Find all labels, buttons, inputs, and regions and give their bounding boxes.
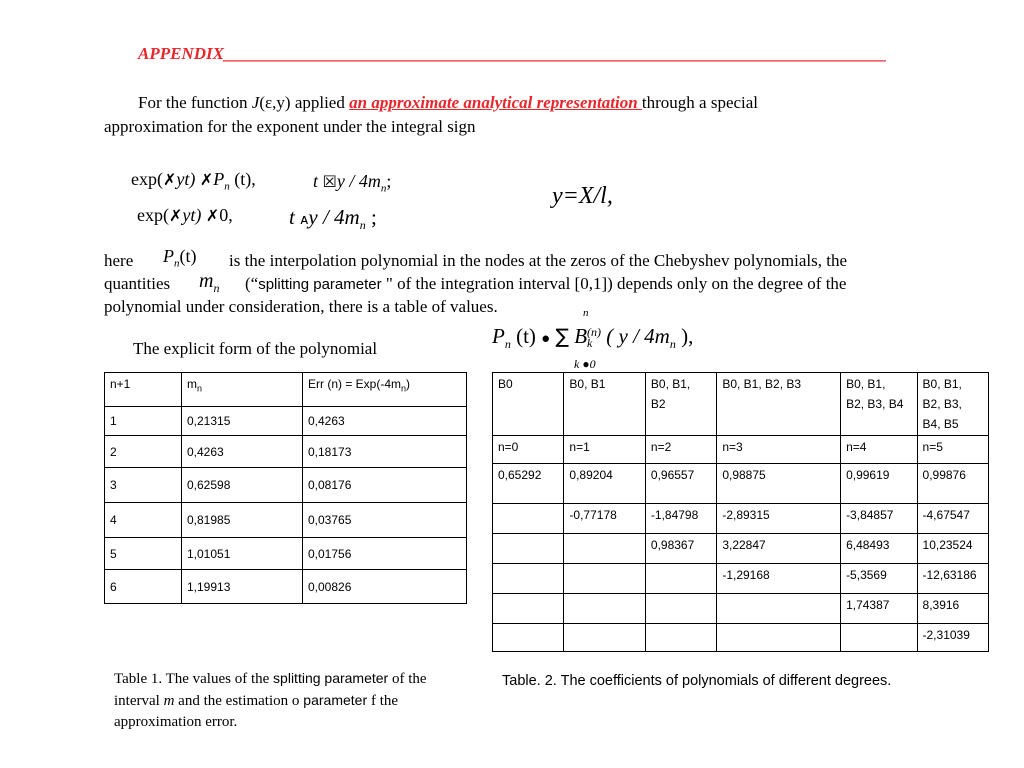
formula-text: exp( — [137, 205, 169, 225]
table-cell: n=5 — [917, 436, 988, 464]
formula-sub: n — [213, 281, 220, 295]
cell-line: B2, B3, — [922, 397, 962, 411]
table-row — [493, 534, 989, 564]
sum-lower-limit: k ●0 — [574, 357, 596, 371]
table-header-row — [105, 373, 467, 407]
table-cell: -5,3569 — [841, 564, 917, 594]
explicit-form-label: The explicit form of the polynomial — [133, 339, 378, 358]
table-header-row — [493, 436, 989, 464]
table-cell: -12,63186 — [917, 564, 988, 594]
table-row — [105, 436, 467, 468]
table-1-caption — [114, 668, 459, 733]
symbol-glyph: ✗ — [199, 170, 214, 189]
caption-term: m — [163, 693, 175, 709]
symbol-glyph: ● — [541, 331, 551, 347]
table-header-cell — [105, 373, 182, 407]
table-header-cell — [182, 373, 303, 407]
table-cell: -3,84857 — [841, 504, 917, 534]
cell-line: B4, B5 — [922, 417, 959, 431]
table-cell: 0,98875 — [717, 464, 841, 504]
here-text-2 — [245, 272, 846, 296]
table-cell — [645, 564, 716, 594]
table-cell — [493, 534, 564, 564]
formula-text: ; — [370, 205, 377, 229]
table-cell: 0,08176 — [303, 468, 467, 503]
table-cell: 1,74387 — [841, 594, 917, 624]
sum-upper-limit: n — [583, 307, 589, 319]
formula-sub: n — [224, 180, 230, 193]
header-text: Err (n) = Exp(-4m — [308, 377, 402, 391]
splitting-parameter-table — [104, 372, 467, 604]
caption-text: Table 1. The values of the — [114, 671, 274, 687]
table-row — [493, 564, 989, 594]
table-row — [105, 503, 467, 538]
formula-text: yt) — [182, 205, 202, 225]
table-cell — [493, 624, 564, 652]
table-cell: 0,89204 — [564, 464, 645, 504]
table-row — [105, 407, 467, 436]
intro-text: applied — [290, 93, 350, 112]
table-cell — [493, 564, 564, 594]
formula-sub: n — [174, 257, 180, 270]
quantities-label: quantities — [104, 274, 171, 293]
table-cell — [564, 534, 645, 564]
table-2-caption: Table. 2. The coefficients of polynomials of different degrees. — [502, 673, 892, 689]
table-cell — [645, 373, 716, 436]
table-cell: -1,29168 — [717, 564, 841, 594]
formula-text: (t) — [516, 324, 536, 348]
formula-text: t — [313, 171, 319, 191]
table-cell: -2,31039 — [917, 624, 988, 652]
table-cell: 0,99619 — [841, 464, 917, 504]
formula-text: (t), — [234, 169, 256, 189]
table-row — [493, 504, 989, 534]
table-cell — [564, 624, 645, 652]
table-cell — [564, 373, 645, 436]
header-text: m — [187, 377, 197, 391]
cell-line: B0 — [498, 377, 513, 391]
table-cell: 1,01051 — [182, 538, 303, 570]
formula-text: exp( — [131, 169, 163, 189]
table-row — [493, 624, 989, 652]
cell-line: B0, B1, — [846, 377, 886, 391]
table-header-cell — [303, 373, 467, 407]
table-cell — [564, 564, 645, 594]
table-cell: n=2 — [645, 436, 716, 464]
table-cell: 0,96557 — [645, 464, 716, 504]
formula-text: ( y / 4m — [606, 324, 670, 348]
formula-2-left — [137, 205, 233, 226]
formula-text: (t) — [179, 246, 197, 266]
appendix-heading: APPENDIX______________________________________________________________________________ — [138, 44, 887, 63]
table-cell — [841, 624, 917, 652]
function-args: (ε,y) — [259, 93, 291, 112]
mn-symbol — [199, 270, 219, 296]
table-cell: 0,03765 — [303, 503, 467, 538]
header-sub: n — [197, 383, 203, 394]
function-letter: J — [251, 93, 260, 112]
table-cell: n=3 — [717, 436, 841, 464]
formula-text: t — [289, 205, 295, 229]
intro-text: For the function — [138, 93, 252, 112]
table-cell: 5 — [105, 538, 182, 570]
paragraph-text: " of the integration interval [0,1]) depends only on the degree of the — [381, 274, 847, 293]
cell-line: B0, B1, — [922, 377, 962, 391]
table-cell: 0,21315 — [182, 407, 303, 436]
table-cell — [493, 594, 564, 624]
formula-2-right — [289, 205, 377, 233]
cell-line: B0, B1, B2, B3 — [722, 377, 802, 391]
formula-text: P — [163, 246, 174, 266]
intro-text: through a special — [641, 93, 759, 112]
table-cell: 4 — [105, 503, 182, 538]
table-cell: 1 — [105, 407, 182, 436]
caption-term: splitting parameter — [273, 670, 389, 686]
formula-text: y / 4m — [308, 205, 360, 229]
table-row — [105, 468, 467, 503]
symbol-glyph: ᴀ — [300, 212, 309, 228]
here-text-1: is the interpolation polynomial in the nodes at the zeros of the Chebyshev polynomials, the — [229, 251, 848, 270]
table-cell: 0,62598 — [182, 468, 303, 503]
cell-line: B2, B3, B4 — [846, 397, 904, 411]
table-row — [493, 464, 989, 504]
formula-sub: n — [380, 182, 387, 195]
here-label: here — [104, 251, 134, 270]
pn-symbol — [163, 246, 197, 270]
table-cell — [645, 624, 716, 652]
table-row — [493, 594, 989, 624]
table-cell — [717, 594, 841, 624]
table-cell: 6 — [105, 570, 182, 604]
table-cell: 10,23524 — [917, 534, 988, 564]
sum-icon: ∑ — [555, 324, 569, 348]
representation-link[interactable]: an approximate analytical representation — [349, 93, 642, 112]
table-cell: n=0 — [493, 436, 564, 464]
table-cell — [645, 594, 716, 624]
formula-text: P — [213, 169, 225, 189]
table-cell — [493, 373, 564, 436]
table-row — [105, 570, 467, 604]
symbol-glyph: ✗ — [162, 170, 177, 189]
table-cell — [493, 504, 564, 534]
table-cell: -0,77178 — [564, 504, 645, 534]
table-cell: 0,65292 — [493, 464, 564, 504]
table-cell: 0,81985 — [182, 503, 303, 538]
symbol-glyph: ☒ — [322, 172, 337, 191]
formula-sub: k — [587, 336, 593, 351]
table-cell — [564, 594, 645, 624]
table-header-row — [493, 373, 989, 436]
symbol-glyph: ✗ — [205, 206, 220, 225]
formula-text: y / 4m — [336, 171, 381, 191]
caption-term: parameter — [299, 692, 371, 708]
formula-1-right — [313, 171, 391, 195]
table-cell: 0,4263 — [303, 407, 467, 436]
table-cell: 0,4263 — [182, 436, 303, 468]
table-cell — [717, 624, 841, 652]
header-text: ) — [406, 377, 411, 391]
formula-text: ; — [386, 171, 392, 191]
formula-text: m — [199, 270, 214, 292]
table-cell — [717, 373, 841, 436]
quote: (“ — [245, 274, 259, 293]
formula-1-left — [131, 169, 256, 193]
table-cell: 0,18173 — [303, 436, 467, 468]
table-cell: 0,00826 — [303, 570, 467, 604]
table-cell: 0,01756 — [303, 538, 467, 570]
formula-sub: n — [504, 337, 511, 352]
here-text-3: polynomial under consideration, there is a table of values. — [104, 297, 498, 316]
header-sub: n — [401, 383, 407, 394]
splitting-parameter-term: splitting parameter — [258, 276, 382, 293]
formula-text: 0, — [219, 205, 233, 225]
table-cell: 0,99876 — [917, 464, 988, 504]
caption-text: and the estimation o — [174, 693, 300, 709]
caption-text: f the approximation error. — [114, 693, 399, 730]
table-cell: 3 — [105, 468, 182, 503]
cell-line: B0, B1 — [569, 377, 606, 391]
table-cell: 2 — [105, 436, 182, 468]
intro-line-2: approximation for the exponent under the integral sign — [104, 117, 476, 136]
symbol-glyph: ✗ — [168, 206, 183, 225]
table-cell: n=4 — [841, 436, 917, 464]
table-cell: 8,3916 — [917, 594, 988, 624]
table-cell: -2,89315 — [717, 504, 841, 534]
intro-line-1 — [138, 91, 758, 114]
formula-sub: n — [359, 218, 366, 233]
table-cell: 6,48493 — [841, 534, 917, 564]
header-text: n+1 — [110, 377, 131, 391]
table-cell: 0,98367 — [645, 534, 716, 564]
formula-sup: (n) — [587, 325, 602, 340]
formula-text: ), — [681, 324, 694, 348]
table-row — [105, 538, 467, 570]
table-cell: -4,67547 — [917, 504, 988, 534]
table-cell — [917, 373, 988, 436]
formula-text: B — [574, 324, 588, 348]
formula-sub: n — [669, 337, 676, 352]
table-cell: 1,19913 — [182, 570, 303, 604]
cell-line: B2 — [650, 397, 666, 411]
polynomial-coefficients-table — [492, 372, 989, 652]
table-cell: -1,84798 — [645, 504, 716, 534]
table-cell: 3,22847 — [717, 534, 841, 564]
y-equals-x-over-l: y=X/l, — [552, 183, 613, 209]
table-cell: n=1 — [564, 436, 645, 464]
cell-line: B0, B1, — [650, 377, 691, 391]
table-cell — [841, 373, 917, 436]
formula-text: P — [492, 324, 505, 348]
caption-text: of the interval — [114, 671, 427, 709]
explicit-polynomial-formula — [492, 324, 693, 352]
formula-text: yt) — [176, 169, 196, 189]
